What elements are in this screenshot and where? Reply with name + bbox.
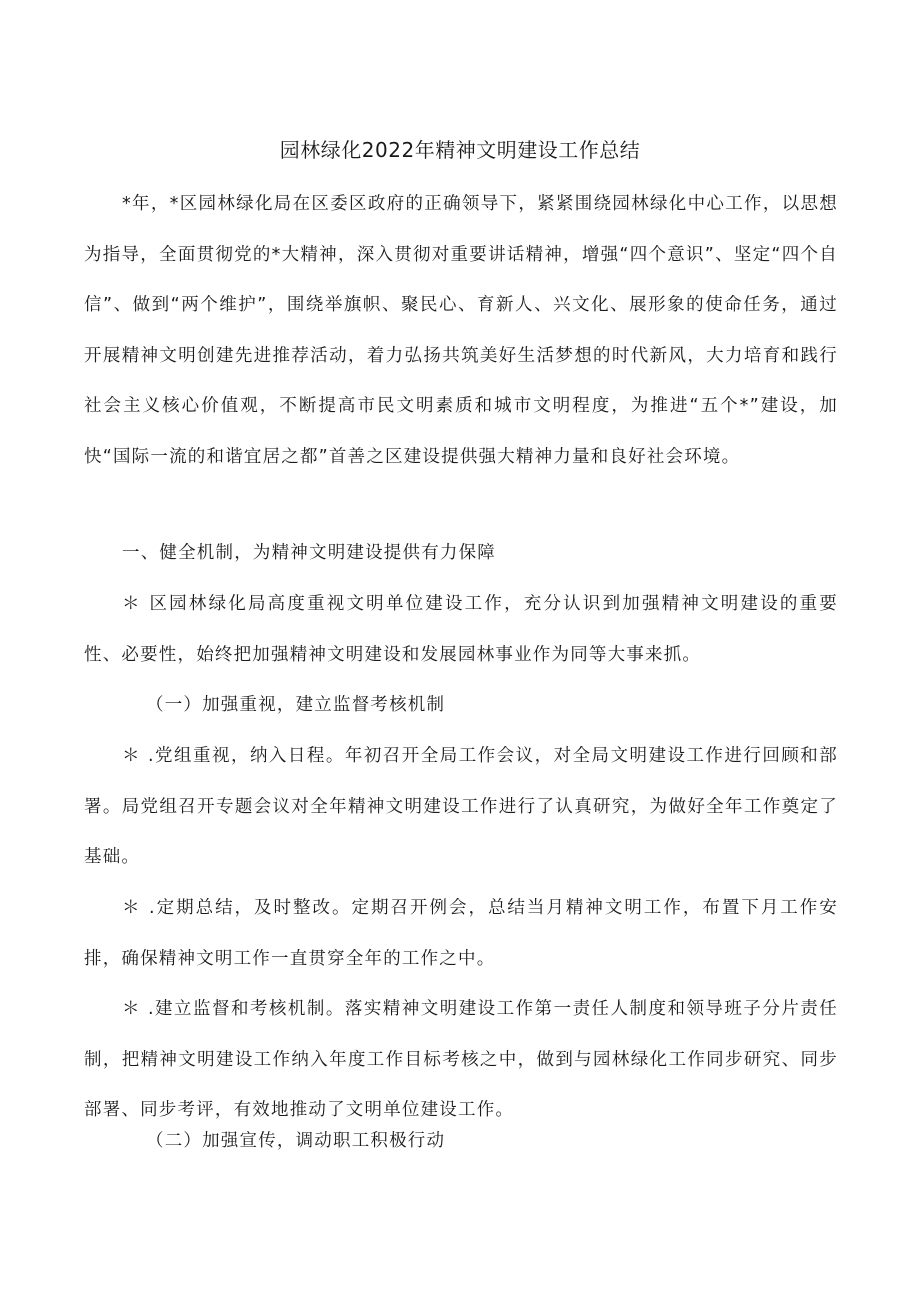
intro-paragraph: *年，*区园林绿化局在区委区政府的正确领导下，紧紧围绕园林绿化中心工作，以思想为指导，全面贯彻党的*大精神，深入贯彻对重要讲话精神，增强“四个意识”、坚定“四个自信”、做到“两个维护”，围绕举旗帜、聚民心、育新人、兴文化、展形象的使命任务，通过开展精神文明创建先进推荐活动，着力弘扬共筑美好生活梦想的时代新风，大力培育和践行社会主义核心价值观，不断提高市民文明素质和城市文明程度，为推进“五个*”建设，加快“国际一流的和谐宜居之都”首善之区建设提供强大精神力量和良好社会环境。 bbox=[84, 194, 838, 467]
document-title: 园林绿化2022年精神文明建设工作总结 bbox=[279, 138, 641, 162]
list-item-1: ＊ .党组重视，纳入日程。年初召开全局工作会议，对全局文明建设工作进行回顾和部署。局党组召开专题会议对全年精神文明建设工作进行了认真研究，为做好全年工作奠定了基础。 bbox=[84, 746, 838, 867]
section-heading-1: 一、健全机制，为精神文明建设提供有力保障 bbox=[122, 543, 496, 563]
section-1-paragraph: ＊ 区园林绿化局高度重视文明单位建设工作，充分认识到加强精神文明建设的重要性、必要性，始终把加强精神文明建设和发展园林事业作为同等大事来抓。 bbox=[84, 594, 838, 665]
subsection-heading-1: （一）加强重视，建立监督考核机制 bbox=[146, 695, 446, 715]
list-item-2: ＊ .定期总结，及时整改。定期召开例会，总结当月精神文明工作，布置下月工作安排，确保精神文明工作一直贯穿全年的工作之中。 bbox=[84, 898, 838, 969]
subsection-heading-2: （二）加强宣传，调动职工积极行动 bbox=[146, 1131, 446, 1151]
list-item-3: ＊ .建立监督和考核机制。落实精神文明建设工作第一责任人制度和领导班子分片责任制，把精神文明建设工作纳入年度工作目标考核之中，做到与园林绿化工作同步研究、同步部署、同步考评，有效地推动了文明单位建设工作。 bbox=[84, 999, 838, 1120]
